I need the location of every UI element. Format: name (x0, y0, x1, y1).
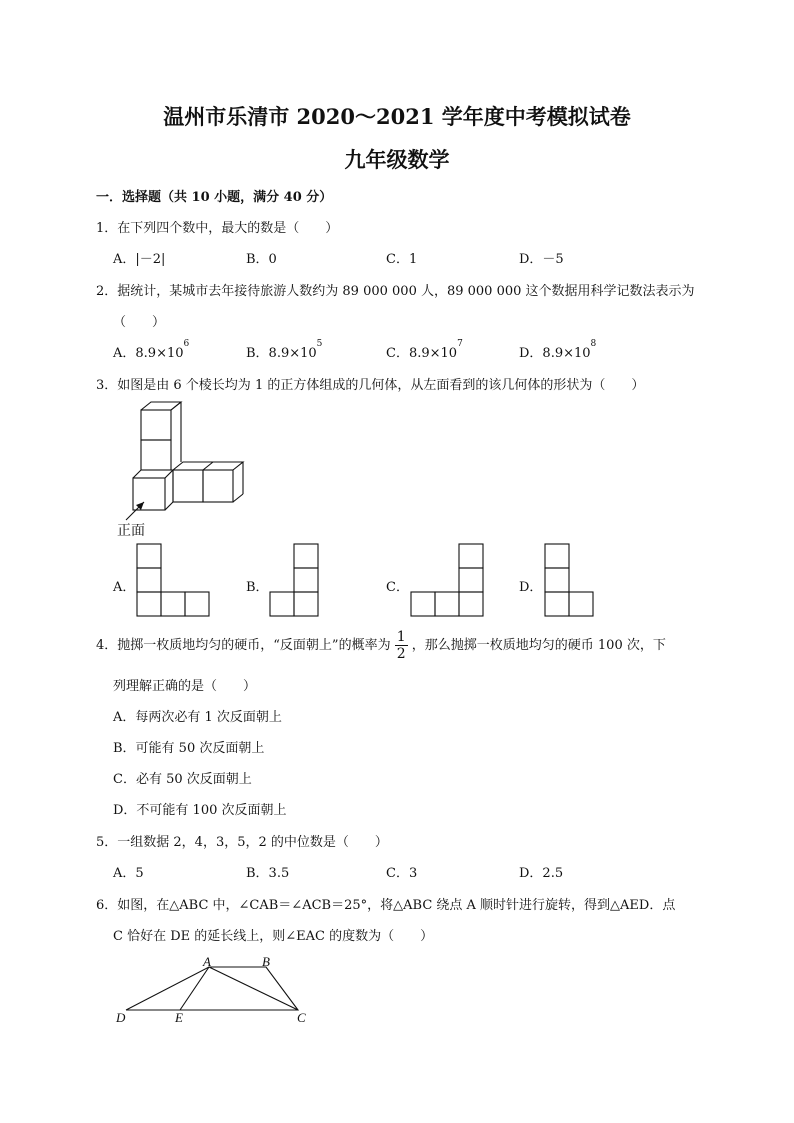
q1-option-b: B．0 (246, 252, 277, 267)
q5-option-d: D．2.5 (519, 866, 564, 881)
section-heading: 一．选择题（共 10 小题，满分 40 分） (96, 190, 333, 205)
q2-stem: 2．据统计，某城市去年接待旅游人数约为 89 000 000 人，89 000 000 这个数据用科学记数法表示为 (96, 284, 695, 299)
q5-option-c: C．3 (386, 866, 418, 881)
q2-option-b-base: B．8.9×10 (246, 346, 317, 361)
q3-solid-figure (122, 398, 252, 528)
q6-label-b: B (262, 954, 270, 969)
q2-stem-paren: （ ） (113, 315, 166, 330)
q5-option-b: B．3.5 (246, 866, 290, 881)
q2-option-c-exp: 7 (457, 339, 463, 349)
q4-stem-line2: 列理解正确的是（ ） (113, 679, 257, 694)
q4-fraction-numerator: 1 (396, 629, 406, 645)
q5-option-a: A．5 (113, 866, 144, 881)
q6-label-c: C (297, 1010, 306, 1025)
q3-front-label: 正面 (117, 523, 145, 539)
q4-fraction-denominator: 2 (396, 646, 406, 662)
q5-stem: 5．一组数据 2，4，3，5，2 的中位数是（ ） (96, 835, 388, 850)
q4-stem-part-b: ，那么抛掷一枚质地均匀的硬币 100 次，下 (411, 638, 666, 653)
q3-stem: 3．如图是由 6 个棱长均为 1 的正方体组成的几何体，从左面看到的该几何体的形状为（ ） (96, 378, 645, 393)
q6-stem: 6．如图，在△ABC 中，∠CAB＝∠ACB＝25°，将△ABC 绕点 A 顺时针进行旋转，得到△AED．点 (96, 898, 676, 913)
q3-option-b: B． (246, 580, 269, 595)
q3-option-a: A． (113, 580, 136, 595)
q4-option-c: C．必有 50 次反面朝上 (113, 772, 252, 787)
q3-option-c: C． (386, 580, 409, 595)
q2-option-d (519, 339, 597, 361)
q4-option-a: A．每两次必有 1 次反面朝上 (113, 710, 282, 725)
q2-option-c-base: C．8.9×10 (386, 346, 458, 361)
q2-option-b-exp: 5 (316, 339, 323, 349)
q6-label-d: D (116, 1010, 126, 1025)
q4-fraction (395, 629, 408, 662)
exam-subtitle: 九年级数学 (344, 147, 450, 172)
q4-stem (96, 626, 666, 666)
q4-stem-part-a: 4．抛掷一枚质地均匀的硬币，“反面朝上”的概率为 (96, 638, 391, 653)
q3-option-a-figure (136, 543, 211, 618)
q2-option-d-exp: 8 (590, 339, 597, 349)
q4-option-d: D．不可能有 100 次反面朝上 (113, 803, 287, 818)
q3-option-d-figure (544, 543, 596, 618)
q2-option-a-exp: 6 (183, 339, 190, 349)
q6-triangle-figure (115, 955, 315, 1025)
q3-option-b-figure (269, 543, 321, 618)
q3-option-d: D． (519, 580, 543, 595)
q1-stem: 1．在下列四个数中，最大的数是（ ） (96, 221, 339, 236)
q2-option-b (246, 339, 323, 361)
q1-option-d: D．－5 (519, 252, 564, 267)
q4-option-b: B．可能有 50 次反面朝上 (113, 741, 265, 756)
q3-option-c-figure (410, 543, 485, 618)
q2-option-a-base: A．8.9×10 (113, 346, 184, 361)
q1-option-a: A．|－2| (113, 252, 166, 267)
q1-option-c: C．1 (386, 252, 418, 267)
q6-stem-line2: C 恰好在 DE 的延长线上，则∠EAC 的度数为（ ） (113, 929, 434, 944)
q6-label-e: E (175, 1010, 183, 1025)
exam-title: 温州市乐清市 2020～2021 学年度中考模拟试卷 (163, 104, 631, 129)
q2-option-c (386, 339, 463, 361)
q6-label-a: A (203, 954, 211, 969)
q2-option-a (113, 339, 190, 361)
q2-option-d-base: D．8.9×10 (519, 346, 591, 361)
